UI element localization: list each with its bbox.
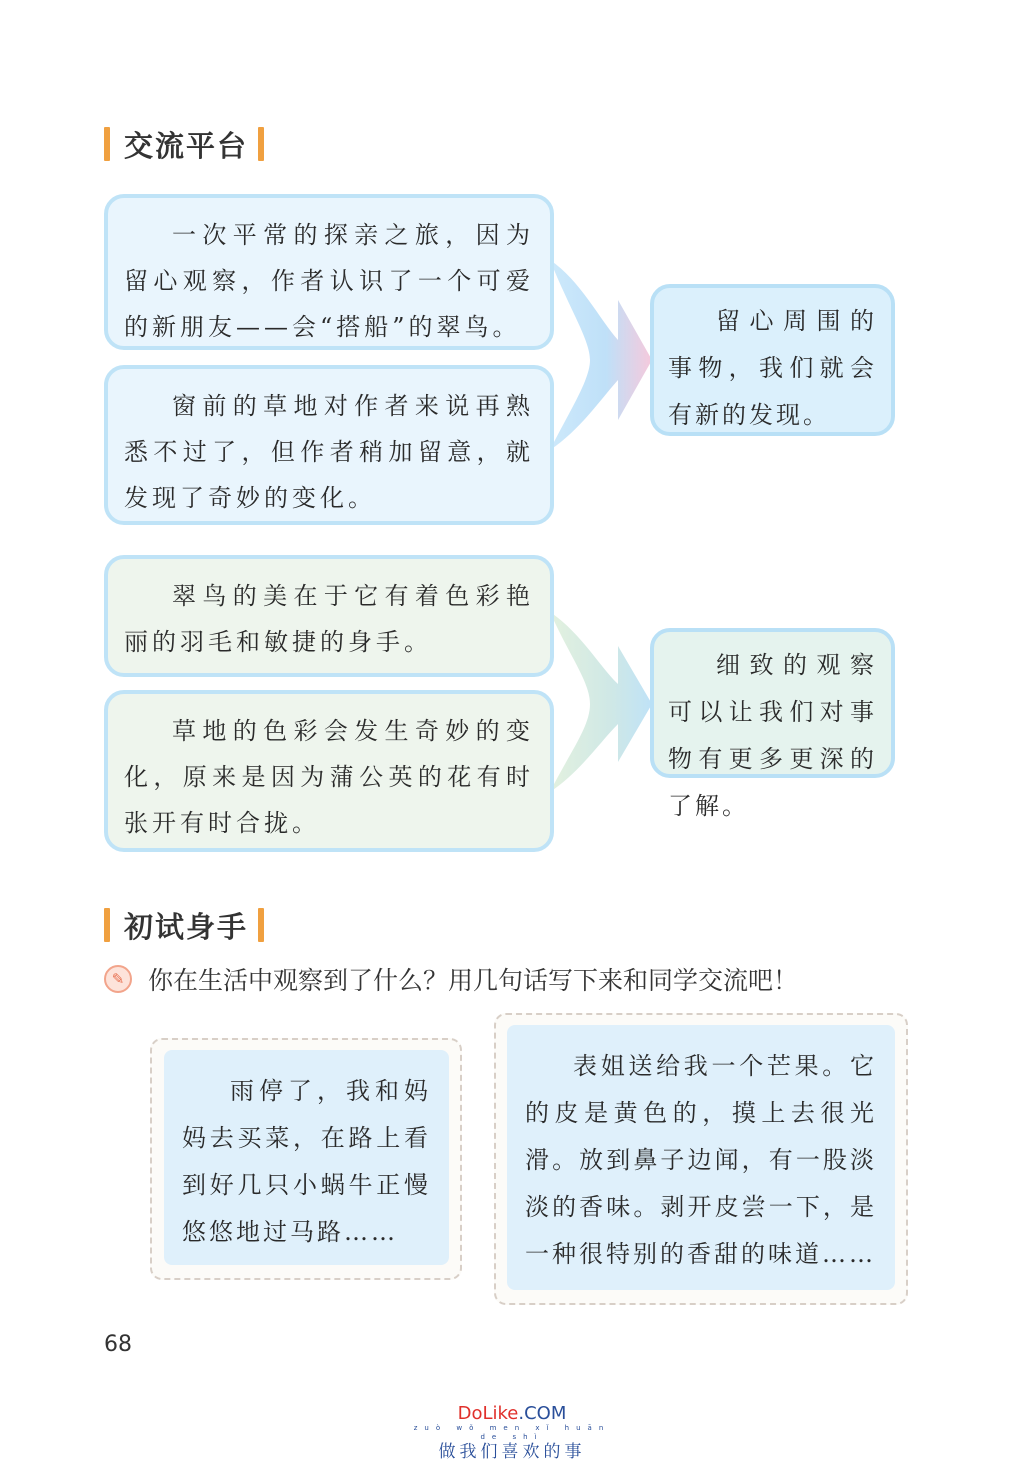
- section-heading-exchange: [104, 126, 264, 162]
- practice-prompt: [104, 961, 798, 997]
- page-number: 68: [104, 1332, 132, 1357]
- observation-card-kingfisher-beauty: 翠鸟的美在于它有着色彩艳丽的羽毛和敏捷的身手。: [104, 555, 554, 677]
- connector-arrow-blue: [540, 260, 658, 450]
- watermark-brand-b: .COM: [518, 1403, 567, 1424]
- watermark-pinyin: zuò wǒ men xǐ huān de shì: [413, 1424, 611, 1441]
- watermark-logo: [400, 1404, 624, 1462]
- observation-card-dandelion: 草地的色彩会发生奇妙的变化，原来是因为蒲公英的花有时张开有时合拢。: [104, 690, 554, 852]
- section-title: 初试身手: [124, 909, 249, 944]
- observation-card-kingfisher-trip: 一次平常的探亲之旅，因为留心观察，作者认识了一个可爱的新朋友——会“搭船”的翠鸟。: [104, 194, 554, 350]
- heading-bar-right: [258, 127, 264, 161]
- watermark-brand-a: DoLike: [457, 1403, 519, 1424]
- conclusion-card-notice: 留心周围的事物，我们就会有新的发现。: [650, 284, 895, 436]
- conclusion-card-detail: 细致的观察可以让我们对事物有更多更深的了解。: [650, 628, 895, 778]
- heading-bar-right: [258, 908, 264, 942]
- heading-bar-left: [104, 127, 110, 161]
- section-heading-try: [104, 907, 264, 943]
- example-text-mango: 表姐送给我一个芒果。它的皮是黄色的，摸上去很光滑。放到鼻子边闻，有一股淡淡的香味。剥开皮尝一下，是一种很特别的香甜的味道……: [507, 1025, 895, 1290]
- connector-arrow-green: [540, 612, 658, 792]
- example-text-snails: 雨停了，我和妈妈去买菜，在路上看到好几只小蜗牛正慢悠悠地过马路……: [164, 1050, 449, 1265]
- pencil-icon: ✎: [104, 965, 132, 993]
- practice-prompt-text: 你在生活中观察到了什么？用几句话写下来和同学交流吧！: [148, 966, 799, 995]
- watermark-slogan: 做我们喜欢的事: [438, 1442, 586, 1462]
- watermark-brand: [400, 1404, 624, 1424]
- heading-bar-left: [104, 908, 110, 942]
- observation-card-grassland: 窗前的草地对作者来说再熟悉不过了，但作者稍加留意，就发现了奇妙的变化。: [104, 365, 554, 525]
- section-title: 交流平台: [124, 128, 249, 163]
